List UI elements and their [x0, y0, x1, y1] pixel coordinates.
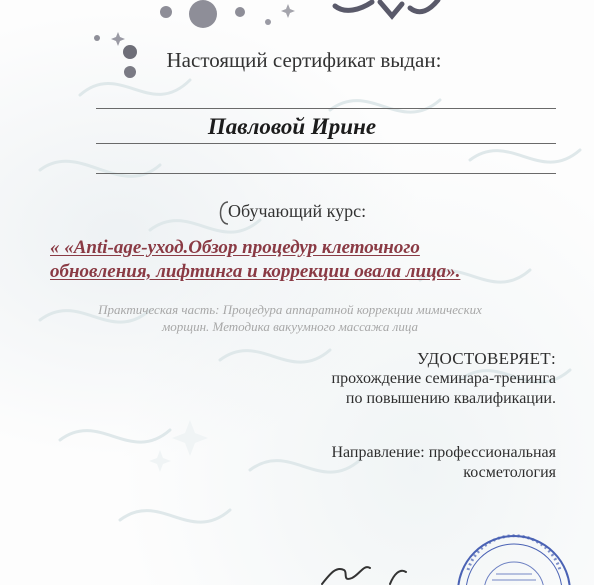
name-line-top [96, 108, 556, 109]
direction-line-2: косметология [463, 464, 556, 481]
recipient-name: Павловой Ирине [207, 114, 377, 139]
direction-block [331, 443, 556, 483]
direction-line-1: Направление: профессиональная [331, 444, 556, 461]
certifies-line-2: по повышению квалификации. [345, 390, 556, 407]
practice-line-1: Практическая часть: Процедура аппаратной коррекции мимических [98, 302, 482, 317]
certifies-block [332, 349, 557, 409]
course-label: Обучающий курс: [228, 201, 367, 221]
handwritten-signature-icon [314, 560, 424, 585]
course-title-line-1: « «Anti-age-уход.Обзор процедур клеточного [50, 237, 420, 258]
round-seal-icon [446, 530, 576, 585]
name-line-middle [96, 143, 556, 144]
issued-label: Настоящий сертификат выдан: [166, 48, 442, 72]
certifies-line-1: прохождение семинара-тренинга [331, 370, 556, 387]
name-line-bottom [96, 173, 556, 174]
course-title [50, 236, 550, 284]
certifies-heading: УДОСТОВЕРЯЕТ: [416, 349, 556, 368]
course-label-frame [216, 200, 384, 226]
practice-description [30, 301, 550, 335]
practice-line-2: морщин. Методика вакуумного массажа лица [161, 319, 419, 334]
brand-script-logo [335, 0, 438, 16]
course-title-line-2: обновления, лифтинга и коррекции овала лица». [50, 261, 461, 282]
